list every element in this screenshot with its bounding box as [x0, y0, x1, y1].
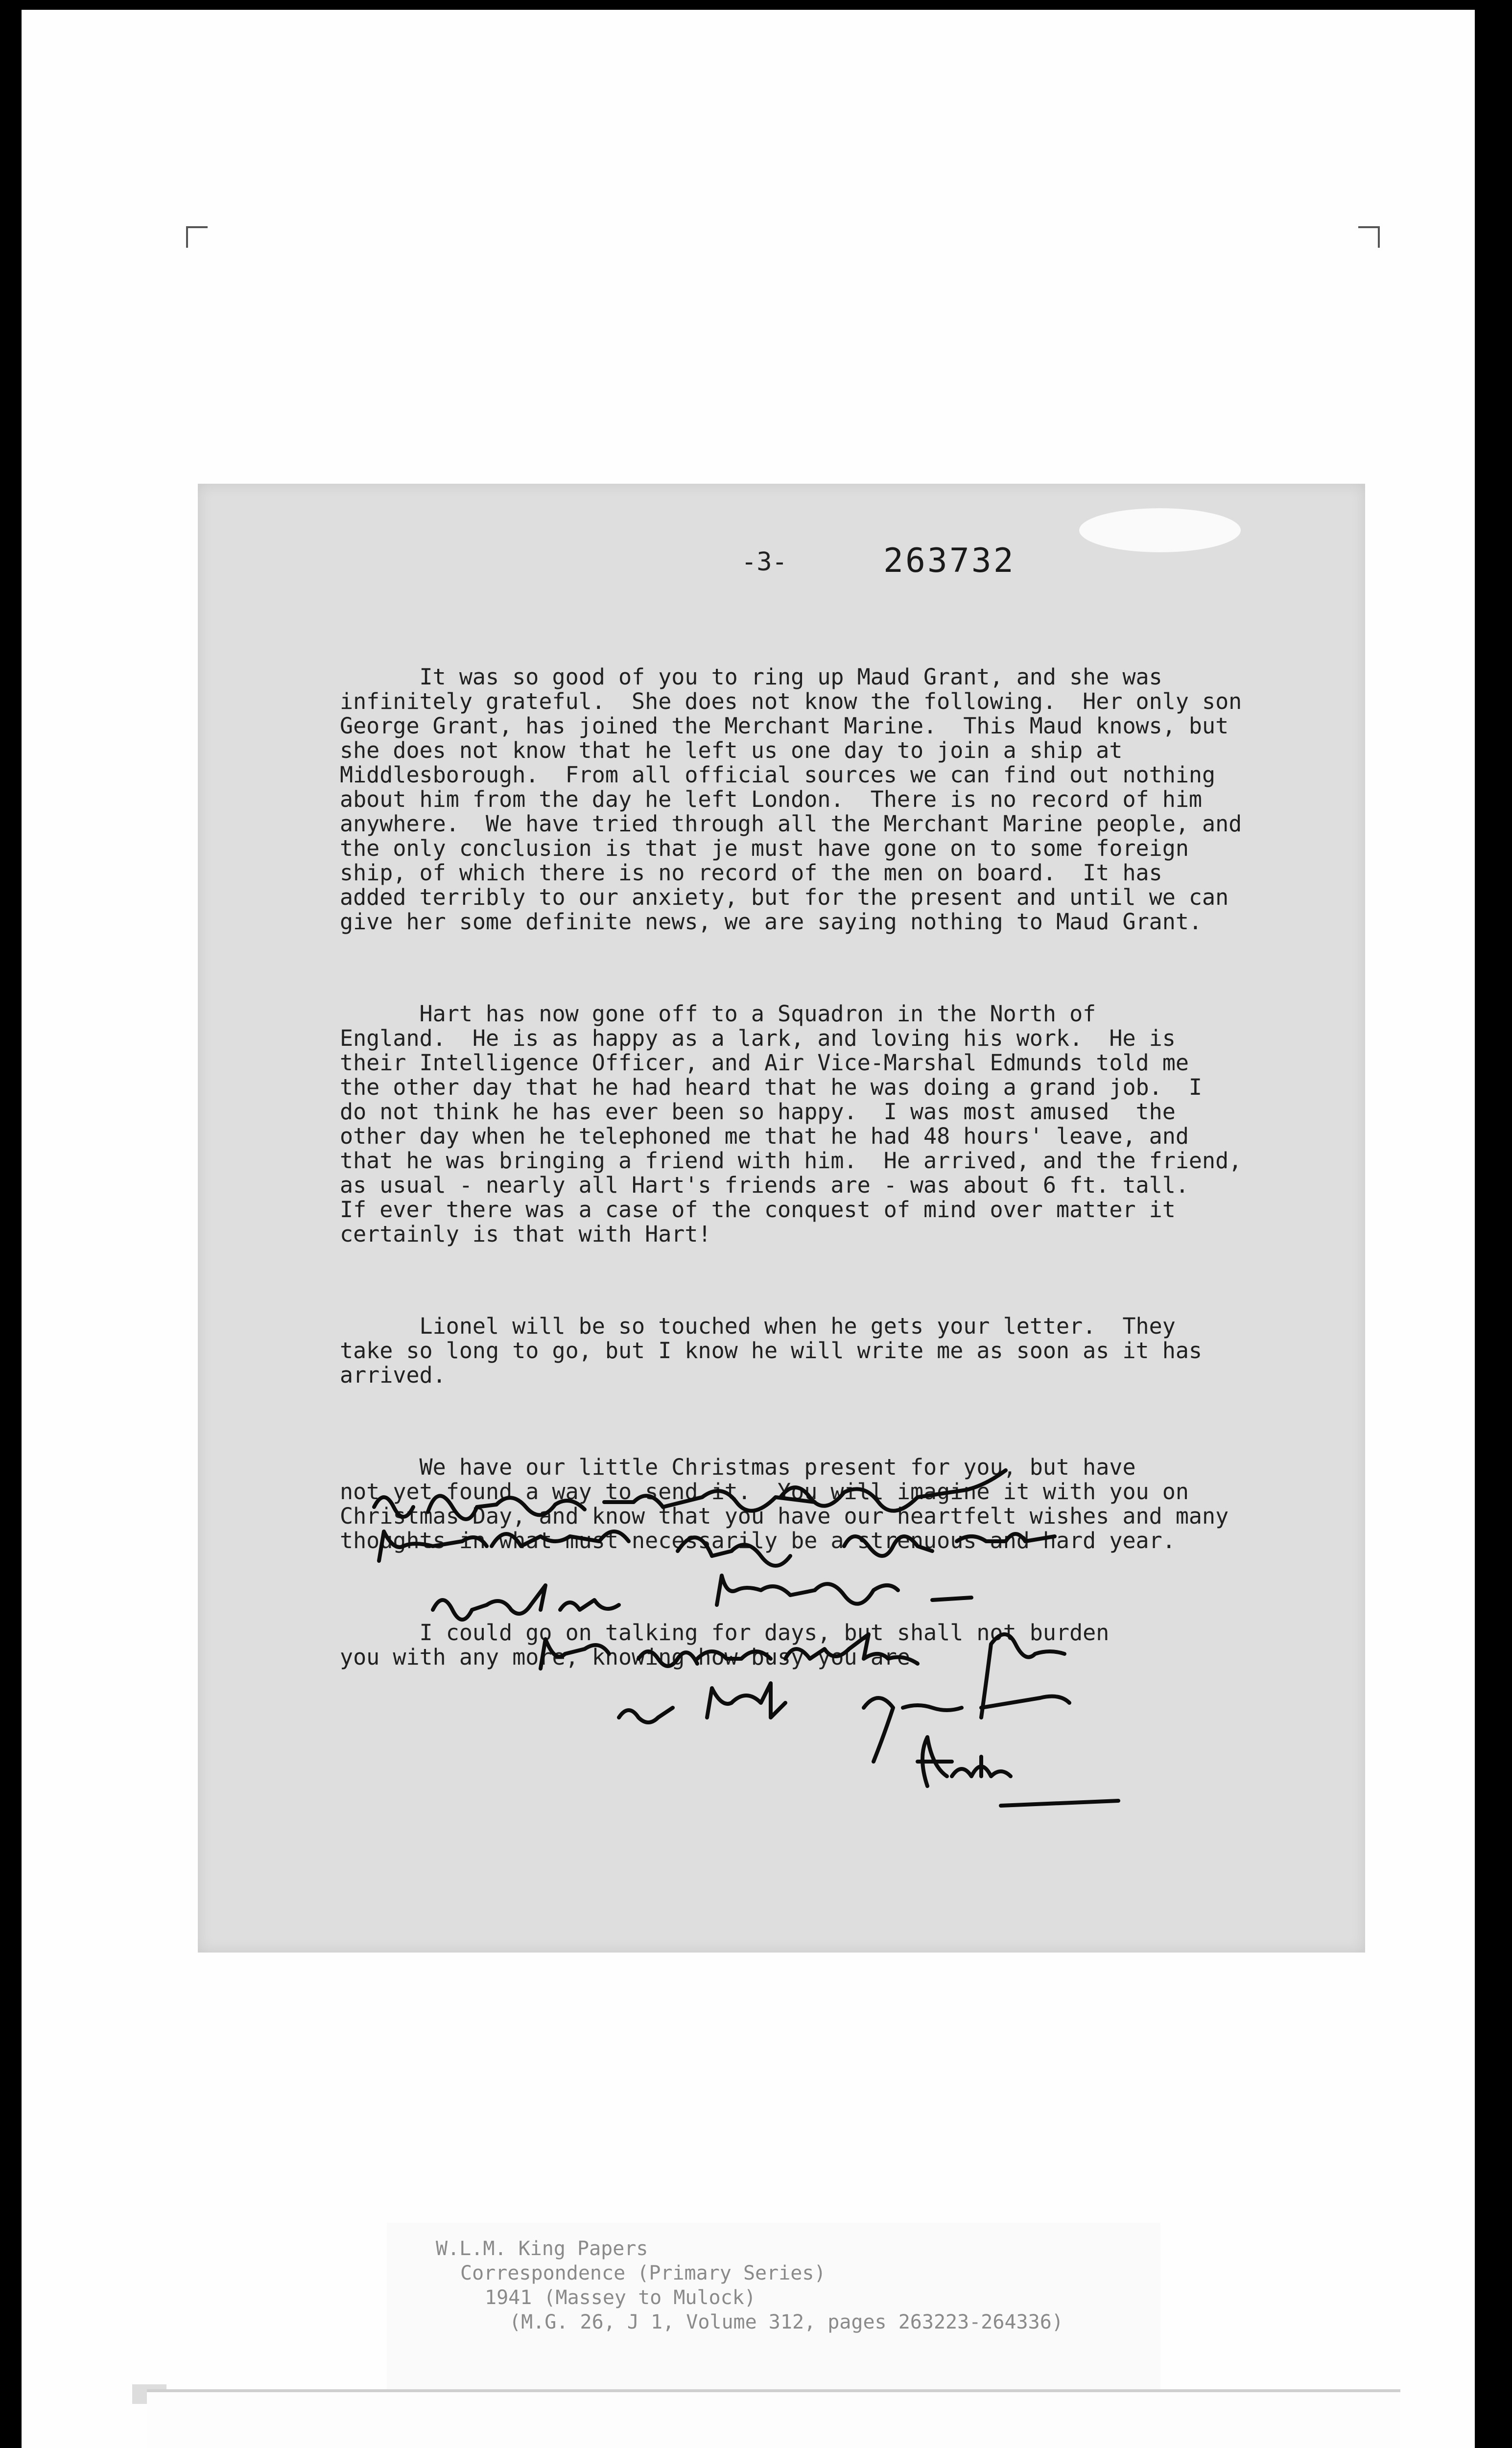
handwriting-line-1: [374, 1470, 1006, 1519]
paragraph-lionel: Lionel will be so touched when he gets your letter. They take so long to go, but I know he will write me as soon as it has arrived.: [340, 1313, 1202, 1388]
paragraph-closing: I could go on talking for days, but shall not burden you with any more, knowing how busy you are.: [340, 1620, 1110, 1670]
archives-banner: [147, 2389, 1400, 2448]
handwriting-line-5: [619, 1683, 1069, 1762]
paragraph-christmas: We have our little Christmas present for you, but have not yet found a way to send it. You will imagine it with you on Christmas Day, and know that you have our heartfelt wishes and many thoughts in what must necessarily be a strenuous and hard year.: [340, 1454, 1229, 1554]
document-number: 263732: [883, 541, 1016, 580]
paragraph-maud-grant: It was so good of you to ring up Maud Grant, and she was infinitely grateful. She does not know the following. Her only son George Grant, has joined the Merchant Marine. This Maud knows, but she does not know that he left us one day to join a ship at Middlesborough. From all official sources we can find out nothing about him from the day he left London. There is no record of him anywhere. We have tried through all the Merchant Marine people, and the only conclusion is that je must have gone on to some foreign ship, of which there is no record of the men on board. It has added terribly to our anxiety, but for the present and until we can give her some definite news, we are saying nothing to Maud Grant.: [340, 664, 1242, 935]
letter-page: [198, 484, 1365, 1953]
handwriting-line-3: [433, 1576, 971, 1620]
handwriting-line-2: [379, 1531, 1055, 1566]
catalog-label: [387, 2223, 1160, 2389]
crop-mark-top-right: [1358, 226, 1380, 248]
handwriting-signature: [918, 1737, 1118, 1806]
catalog-line-1: W.L.M. King Papers: [436, 2237, 648, 2260]
catalog-line-2: Correspondence (Primary Series): [460, 2262, 826, 2284]
handwritten-postscript-image: [198, 484, 1365, 1953]
catalog-line-4: (M.G. 26, J 1, Volume 312, pages 263223-264336): [509, 2311, 1063, 2333]
page-number: -3-: [741, 547, 787, 577]
crop-mark-top-left: [186, 226, 208, 248]
catalog-line-3: 1941 (Massey to Mulock): [485, 2286, 756, 2309]
paragraph-hart: Hart has now gone off to a Squadron in the North of England. He is as happy as a lark, and loving his work. He is their Intelligence Officer, and Air Vice-Marshal Edmunds told me the other day that he had heard that he was doing a grand job. I do not think he has ever been so happy. I was most amused the other day when he telephoned me that he had 48 hours' leave, and that he was bringing a friend with him. He arrived, and the friend, as usual - nearly all Hart's friends are - was about 6 ft. tall. If ever there was a case of the conquest of mind over matter it certainly is that with Hart!: [340, 1001, 1242, 1247]
